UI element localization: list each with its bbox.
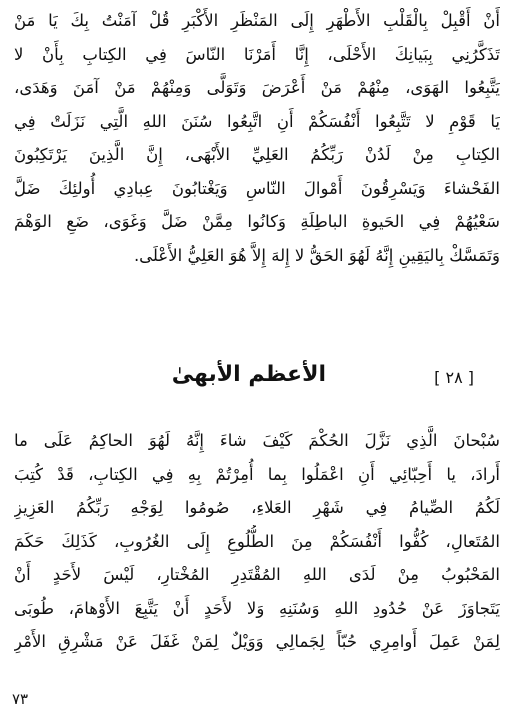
text-line: سُبْحانَ الَّذِي نَزَّلَ الحُكْمَ كَيْفَ شاءَ إِنَّهُ لَهُوَ الحاكِمُ عَلَى ما <box>14 431 500 450</box>
text-line: يَا قَوْمِ لا تَتَّبِعُوا أَنْفُسَكُمْ أَنِ اتَّبِعُوا سُنَنَ اللهِ الَّتِي نَزَلَتْ فِي <box>14 111 500 131</box>
text-line: الكِتابِ مِنْ لَدُنْ رَبِّكُمُ العَلِيِّ الأَبْهَى، إِنَّ الَّذِينَ يَرْتَكِبُونَ <box>14 145 500 164</box>
text-line: أَرادَ، يا أَحِبّائِي أَنِ اعْمَلُوا بِما أُمِرْتُمْ بِهِ فِي الكِتابِ، قَدْ كُتِبَ <box>14 464 500 484</box>
text-line: يَتَجاوَزَ عَنْ حُدُودِ اللهِ وَسُنَنِهِ وَلا لأَحَدٍ أَنْ يَتَّبِعَ الأَوْهامَ، طُوبَى <box>14 598 500 618</box>
paragraph-2 <box>14 424 500 659</box>
text-line: تَذَكَّرُنِي بِبَيانِكَ الأَحْلَى، إِنَّا أَمَرْنَا النّاسَ فِي الكِتابِ بِأَنْ لا <box>14 44 500 64</box>
text-line: لِمَنْ عَمِلَ أَوامِرِي حُبّاً لِجَمالِي وَوَيْلٌ لِمَنْ غَفَلَ عَنْ مَشْرِقِ الأَمْرِ <box>14 632 500 651</box>
text-line: المَحْبُوبُ مِنْ لَدَى اللهِ المُقْتَدِرِ المُخْتارِ، لَيْسَ لأَحَدٍ أَنْ <box>14 565 500 584</box>
text-line: الفَحْشاءَ وَيَسْرِقُونَ أَمْوالَ النّاسِ وَيَغْتابُونَ عِبادِي أُولئِكَ ضَلَّ <box>14 178 500 198</box>
text-line: وَتَمَسَّكْ بِاليَقِينِ إِنَّهُ لَهُوَ الحَقُّ لا إِلهَ إِلاَّ هُوَ العَلِيُّ الأَعْلَى. <box>133 245 500 265</box>
section-heading <box>0 360 516 400</box>
text-line: أَنْ أَقْبِلْ بِالْقَلْبِ الأَطْهَرِ إِلَى المَنْظَرِ الأَكْبَرِ قُلْ آمَنْتُ بِكَ يَا مَنْ <box>14 11 500 30</box>
section-number: [ ٢٨ ] <box>434 368 474 387</box>
section-title: الأعظم الأبهىٰ <box>171 362 326 387</box>
text-line: سَعْيُهُمْ فِي الحَيوةِ الباطِلَةِ وَكانُوا مِمَّنْ ضَلَّ وَغَوَى، ضَعِ الوَهْمَ <box>14 212 500 231</box>
text-line: المُتَعالِ، كُفُّوا أَنْفُسَكُمْ مِنَ الطُّلُوعِ إِلَى الغُرُوبِ، كَذَلِكَ حَكَمَ <box>14 531 500 551</box>
text-line: يَتَّبِعُوا الهَوَى، مِنْهُمْ مَنْ أَعْرَضَ وَتَوَلَّى وَمِنْهُمْ مَنْ آمَنَ وَهَدَى، <box>14 78 500 97</box>
page-number: ٧٣ <box>12 690 29 708</box>
text-line: لَكُمُ الصِّيامُ فِي شَهْرِ العَلاءِ، صُومُوا لِوَجْهِ رَبِّكُمُ العَزِيزِ <box>14 498 500 517</box>
paragraph-1 <box>14 4 500 272</box>
